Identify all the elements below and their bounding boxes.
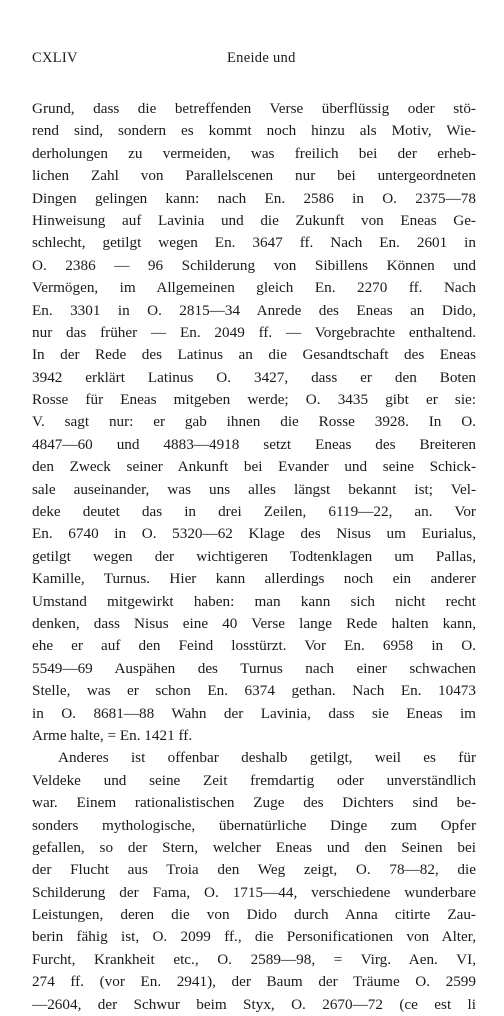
- text-line: nur das früher — En. 2049 ff. — Vorgebrachte enthaltend.: [32, 323, 476, 341]
- text-line: Grund, dass die betreffenden Verse überflüssig oder stö-: [32, 100, 476, 117]
- text-line: In der Rede des Latinus an die Gesandtschaft des Eneas: [32, 346, 476, 364]
- text-line: gefallen, so der Stern, welcher Eneas und den Seinen bei: [32, 838, 476, 856]
- text-line: Leistungen, deren die von Dido durch Anna citirte Zau-: [32, 906, 476, 924]
- text-line: Anderes ist offenbar deshalb getilgt, weil es für: [58, 749, 476, 767]
- text-line: Stelle, was er schon En. 6374 gethan. Nach En. 10473: [32, 682, 476, 700]
- text-line: berin fähig ist, O. 2099 ff., die Personificationen von Alter,: [32, 928, 476, 946]
- text-line: Umstand mitgewirkt haben: man kann sich nicht recht: [32, 592, 476, 610]
- text-line: Kamille, Turnus. Hier kann allerdings noch ein anderer: [32, 570, 476, 588]
- text-line: En. 3301 in O. 2815—34 Anrede des Eneas an Dido,: [32, 301, 476, 319]
- text-line: sale auseinander, was uns alles längst bekannt ist; Vel-: [32, 480, 476, 498]
- text-line: V. sagt nur: er gab ihnen die Rosse 3928. In O.: [32, 413, 476, 431]
- body-text: [32, 98, 476, 1016]
- text-line: Hinweisung auf Lavinia und die Zukunft von Eneas Ge-: [32, 211, 476, 229]
- text-line: Vermögen, im Allgemeinen gleich En. 2270 ff. Nach: [32, 279, 476, 297]
- text-line: En. 6740 in O. 5320—62 Klage des Nisus um Eurialus,: [32, 525, 476, 543]
- text-line: Veldeke und seine Zeit fremdartig oder unverständlich: [32, 771, 476, 789]
- running-head: [32, 50, 472, 72]
- running-title: Eneide und: [227, 50, 296, 66]
- text-line: O. 2386 — 96 Schilderung von Sibillens Können und: [32, 256, 476, 274]
- text-line: war. Einem rationalistischen Zuge des Dichters sind be-: [32, 794, 476, 812]
- page-number: CXLIV: [32, 50, 78, 66]
- text-line: Arme halte, = En. 1421 ff.: [32, 726, 193, 744]
- text-line: schlecht, getilgt wegen En. 3647 ff. Nach En. 2601 in: [32, 234, 476, 252]
- text-line: 3942 erklärt Latinus O. 3427, dass er den Boten: [32, 368, 476, 386]
- text-line: den Zweck seiner Ankunft bei Evander und seine Schick-: [32, 458, 476, 476]
- text-line: denken, dass Nisus eine 40 Verse lange Rede halten kann,: [32, 614, 476, 632]
- text-line: —2604, der Schwur beim Styx, O. 2670—72 (ce est li: [32, 995, 476, 1013]
- text-line: lichen Zahl von Parallelscenen nur bei untergeordneten: [32, 167, 476, 185]
- text-line: 4847—60 und 4883—4918 setzt Eneas des Breiteren: [32, 435, 476, 453]
- text-line: getilgt wegen der wichtigeren Todtenklagen um Pallas,: [32, 547, 476, 565]
- text-line: Rosse für Eneas mitgeben werde; O. 3435 gibt er sie:: [32, 391, 476, 409]
- text-line: Schilderung der Fama, O. 1715—44, verschiedene wunderbare: [32, 883, 476, 901]
- text-line: in O. 8681—88 Wahn der Lavinia, dass sie Eneas im: [32, 704, 476, 722]
- text-line: sonders mythologische, übernatürliche Dinge zum Opfer: [32, 816, 476, 834]
- text-line: deke deutet das in drei Zeilen, 6119—22, an. Vor: [32, 503, 476, 521]
- text-line: derholungen zu vermeiden, was freilich bei der erheb-: [32, 144, 476, 162]
- text-line: ehe er auf den Feind losstürzt. Vor En. 6958 in O.: [32, 637, 476, 655]
- text-line: Furcht, Krankheit etc., O. 2589—98, = Virg. Aen. VI,: [32, 950, 476, 968]
- text-line: 5549—69 Auspähen des Turnus nach einer schwachen: [32, 659, 476, 677]
- text-line: Dingen gelingen kann: nach En. 2586 in O. 2375—78: [32, 189, 476, 207]
- text-line: 274 ff. (vor En. 2941), der Baum der Träume O. 2599: [32, 973, 476, 991]
- text-line: der Flucht aus Troia den Weg zeigt, O. 78—82, die: [32, 861, 476, 879]
- text-line: rend sind, sondern es kommt noch hinzu als Motiv, Wie-: [32, 122, 476, 140]
